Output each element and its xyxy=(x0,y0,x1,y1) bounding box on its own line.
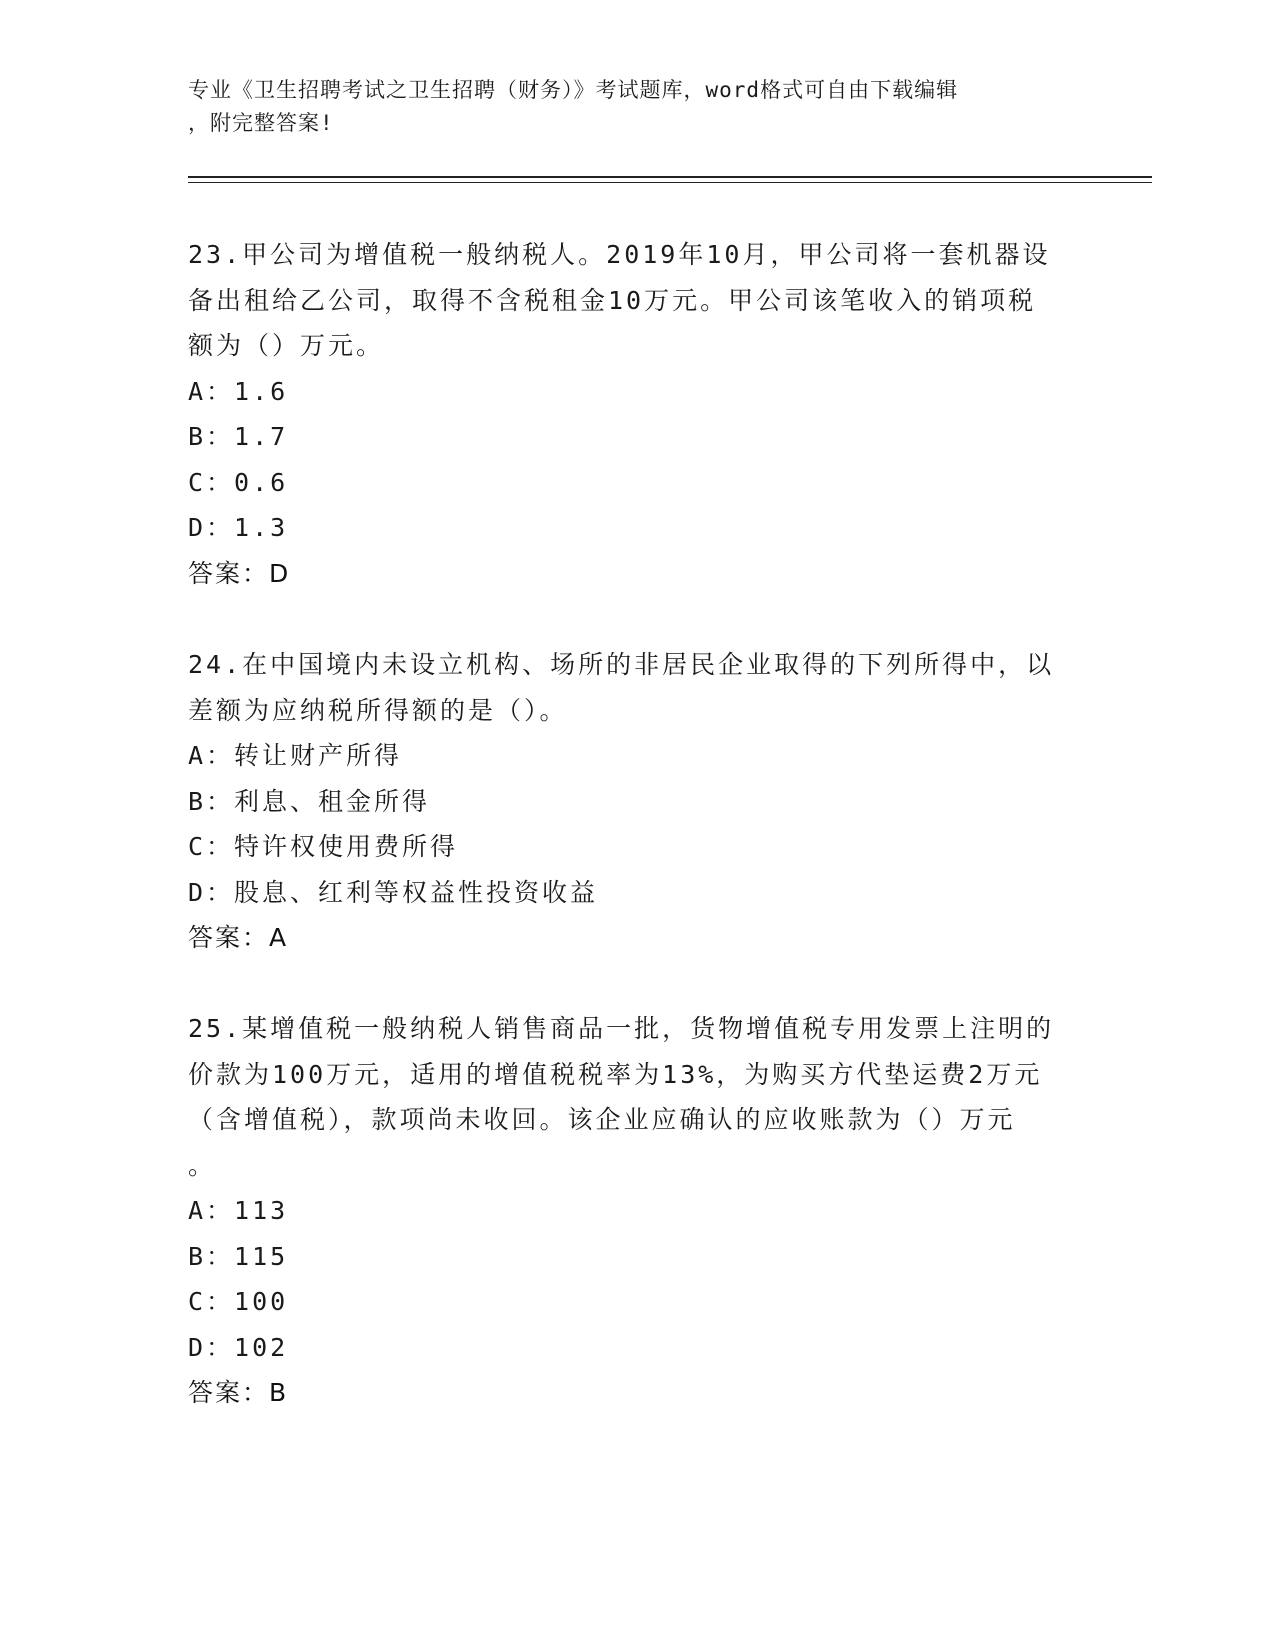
option-d: D：102 xyxy=(188,1332,289,1362)
option-b: B：115 xyxy=(188,1241,289,1271)
header-divider xyxy=(188,176,1152,178)
option-a: A：转让财产所得 xyxy=(188,741,403,770)
answer: 答案：D xyxy=(188,558,291,588)
question-stem-line: 23.甲公司为增值税一般纳税人。2019年10月，甲公司将一套机器设 xyxy=(188,240,1051,269)
question-stem-line: 。 xyxy=(188,1150,217,1180)
question-24 xyxy=(188,642,1088,961)
option-c: C：100 xyxy=(188,1287,289,1316)
option-d: D：1.3 xyxy=(188,513,289,542)
answer: 答案：A xyxy=(188,923,289,952)
question-stem-line: 差额为应纳税所得额的是（）。 xyxy=(188,695,568,725)
option-c: C：0.6 xyxy=(188,467,289,497)
option-a: A：1.6 xyxy=(188,376,289,406)
question-23 xyxy=(188,232,1088,596)
option-d: D：股息、红利等权益性投资收益 xyxy=(188,877,599,907)
question-stem-line: 额为（）万元。 xyxy=(188,331,385,360)
question-stem-line: （含增值税），款项尚未收回。该企业应确认的应收账款为（）万元 xyxy=(188,1105,1016,1134)
header-line-2: ，附完整答案! xyxy=(188,111,334,135)
header-divider-thin xyxy=(188,182,1152,183)
question-stem-line: 价款为100万元，适用的增值税税率为13%，为购买方代垫运费2万元 xyxy=(188,1059,1043,1089)
question-stem-line: 24.在中国境内未设立机构、场所的非居民企业取得的下列所得中，以 xyxy=(188,650,1055,679)
question-25 xyxy=(188,1006,1088,1416)
question-stem-line: 备出租给乙公司，取得不含税租金10万元。甲公司该笔收入的销项税 xyxy=(188,285,1037,315)
option-a: A：113 xyxy=(188,1196,289,1225)
option-b: B：1.7 xyxy=(188,422,289,451)
option-c: C：特许权使用费所得 xyxy=(188,832,459,861)
header-line-1: 专业《卫生招聘考试之卫生招聘（财务）》考试题库，word格式可自由下载编辑 xyxy=(188,78,959,102)
question-stem-line: 25.某增值税一般纳税人销售商品一批，货物增值税专用发票上注明的 xyxy=(188,1014,1055,1043)
option-b: B：利息、租金所得 xyxy=(188,786,431,816)
document-header xyxy=(188,74,1068,140)
answer: 答案：B xyxy=(188,1378,289,1407)
